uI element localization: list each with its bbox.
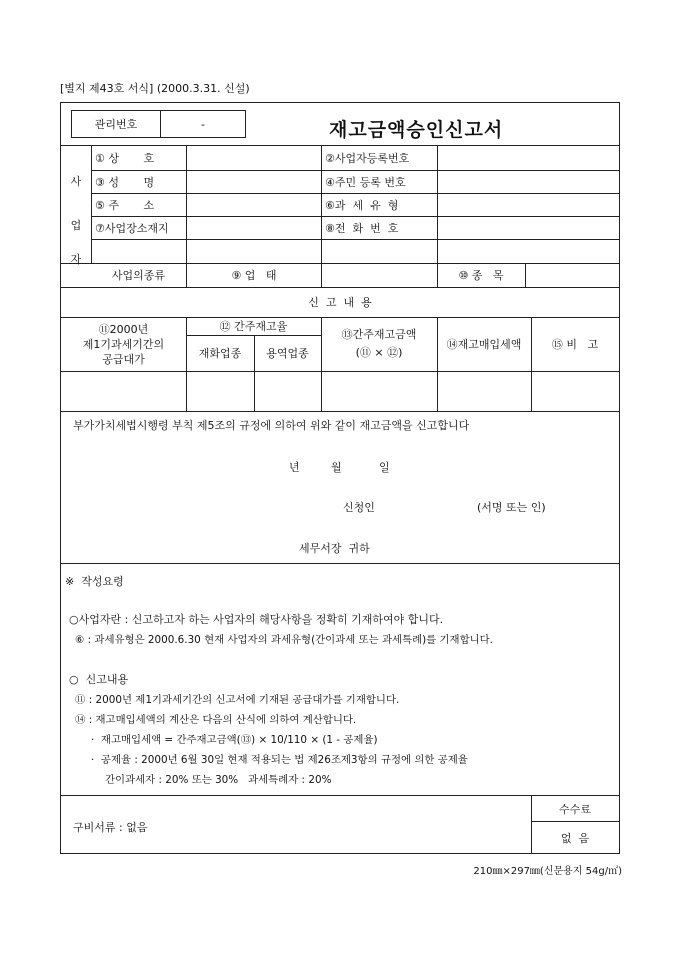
guide-heading: ※ 작성요령: [65, 575, 124, 588]
business-item-label: ⑩ 종 목: [458, 269, 504, 282]
report-form: [60, 102, 620, 854]
report-section-header: 신 고 내 용: [308, 296, 372, 309]
business-type-label: ⑨ 업 태: [231, 269, 277, 282]
operator-side-label-2: 업: [70, 219, 82, 232]
management-number-box: [71, 110, 246, 138]
supply-amount-header-line2: 제1기과세기간의: [82, 337, 165, 351]
attachments-label: 구비서류 : 없음: [73, 821, 148, 834]
guide-section1-item: ⑥ : 과세유형은 2000.6.30 현재 사업자의 과세유형(간이과세 또는 과세특례)를 기재합니다.: [75, 634, 493, 646]
date-month: 월: [331, 461, 342, 474]
guide-deduction-rates: 간이과세자 : 20% 또는 30% 과세특례자 : 20%: [105, 774, 332, 786]
remarks-header: ⑮ 비 고: [551, 338, 599, 351]
deemed-inventory-amount-header-line2: (⑪ × ⑫): [355, 346, 403, 359]
fee-label: 수수료: [559, 803, 591, 816]
company-name-label: ① 상 호: [95, 151, 155, 165]
supply-amount-header-line1: ⑪2000년: [98, 322, 149, 336]
form-caption: [별지 제43호 서식] (2000.3.31. 신설): [60, 82, 250, 95]
guide-section2-item1: ⑪ : 2000년 제1기과세기간의 신고서에 기재된 공급대가를 기재합니다.: [75, 694, 400, 706]
form-title: 재고금액승인신고서: [329, 119, 504, 141]
representative-name-label: ③ 성 명: [95, 175, 155, 189]
fee-value: 없 음: [560, 832, 590, 845]
guide-section1-title: ○사업자란 : 신고하고자 하는 사업자의 해당사항을 정확히 기재하여야 합니다.: [69, 613, 444, 626]
business-kind-label: 사업의종류: [111, 269, 166, 282]
management-number-label: 관리번호: [94, 118, 138, 131]
inventory-purchase-tax-header: ⑭재고매입세액: [446, 338, 522, 351]
signature-label: (서명 또는 인): [477, 501, 546, 514]
management-number-value[interactable]: -: [201, 117, 205, 131]
addressee: 세무서장 귀하: [299, 542, 370, 555]
business-location-label: ⑦사업장소재지: [95, 221, 169, 235]
paper-spec: 210㎜×297㎜(신문용지 54g/㎡): [473, 866, 622, 877]
deemed-inventory-amount-header-line1: ⑬간주재고금액: [341, 328, 417, 341]
supply-amount-header: [61, 317, 186, 371]
tax-type-label: ⑥과 세 유 형: [325, 198, 399, 212]
guide-formula: · 재고매입세액 = 간주재고금액(⑬) × 10/110 × (1 - 공제율): [91, 734, 378, 746]
address-label: ⑤ 주 소: [95, 198, 155, 212]
date-day: 일: [379, 461, 390, 474]
declaration-statement: 부가가치세법시행령 부칙 제5조의 규정에 의하여 위와 같이 재고금액을 신고합니다: [73, 419, 470, 432]
phone-number-label: ⑧전 화 번 호: [325, 221, 399, 235]
guide-section2-item2: ⑭ : 재고매입세액의 계산은 다음의 산식에 의하여 계산합니다.: [75, 714, 357, 726]
supply-amount-header-line3: 공급대가: [102, 352, 145, 366]
service-industry-header: 용역업종: [266, 347, 309, 360]
guide-deduction-rate: · 공제율 : 2000년 6월 30일 현재 적용되는 법 제26조제3항의 규정에 의한 공제율: [91, 754, 468, 766]
goods-industry-header: 재화업종: [198, 347, 242, 360]
date-year: 년: [289, 461, 300, 474]
operator-side-label-1: 사: [70, 175, 82, 188]
deemed-inventory-rate-header: ⑫ 간주재고율: [219, 320, 288, 333]
guide-section2-title: ○ 신고내용: [69, 673, 129, 686]
operator-side-label-3: 자: [70, 253, 82, 266]
deemed-inventory-amount-header: [321, 317, 437, 371]
applicant-label: 신청인: [343, 501, 375, 514]
business-registration-number-label: ②사업자등록번호: [325, 151, 410, 165]
resident-number-label: ④주민 등록 번호: [325, 175, 406, 189]
